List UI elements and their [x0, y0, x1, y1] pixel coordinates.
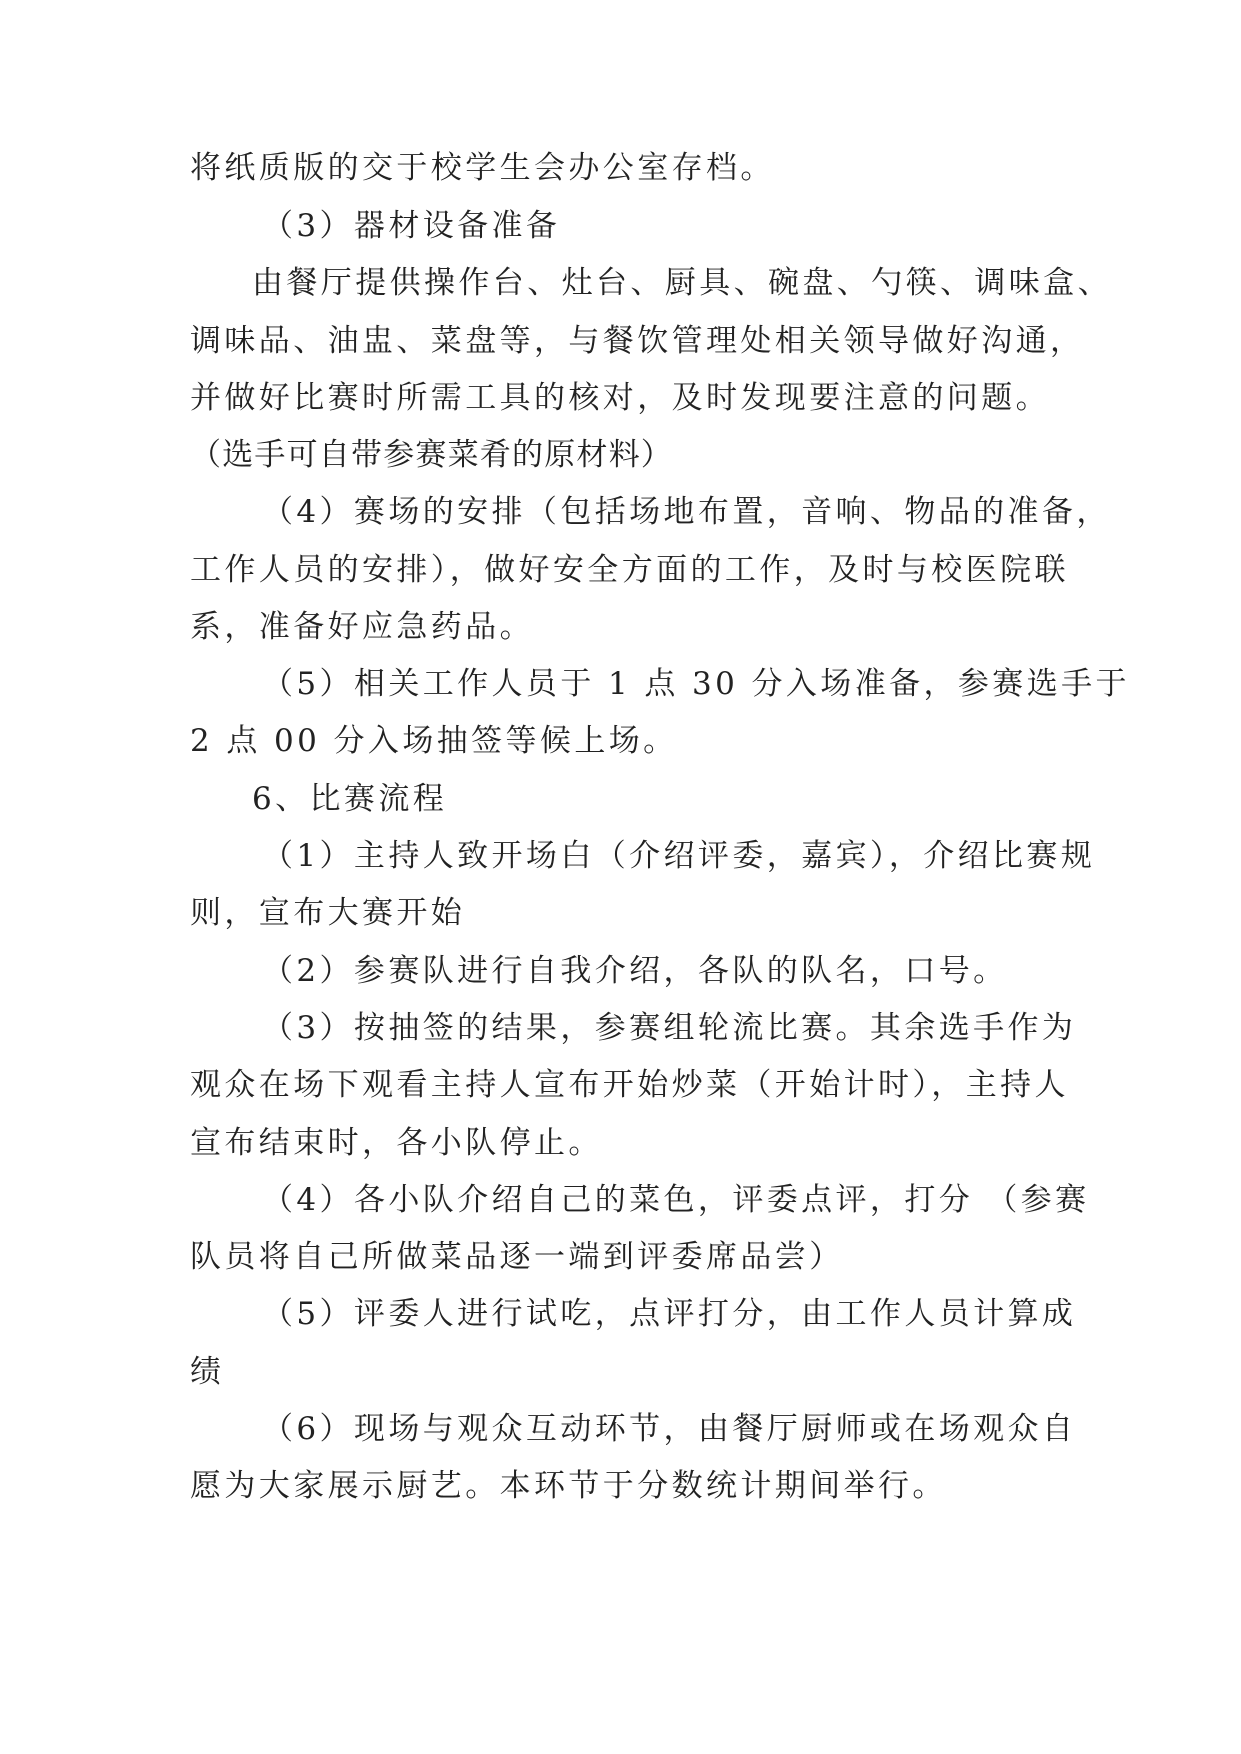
text-line-10: （5）相关工作人员于 1 点 30 分入场准备，参赛选手于 [262, 666, 1130, 702]
section-heading-equipment: （3）器材设备准备 [262, 208, 561, 244]
text-line-13: （1）主持人致开场白（介绍评委，嘉宾），介绍比赛规 [262, 838, 1096, 874]
text-line-18: 宣布结束时，各小队停止。 [190, 1125, 603, 1161]
text-line-17: 观众在场下观看主持人宣布开始炒菜（开始计时），主持人 [190, 1067, 1069, 1103]
text-line-15: （2）参赛队进行自我介绍，各队的队名，口号。 [262, 953, 1008, 989]
section-heading-competition-process: 6、比赛流程 [252, 781, 448, 817]
text-line-9: 系，准备好应急药品。 [190, 609, 534, 645]
text-line-23: （6）现场与观众互动环节，由餐厅厨师或在场观众自 [262, 1411, 1077, 1447]
text-line-4: 调味品、油盅、菜盘等，与餐饮管理处相关领导做好沟通， [190, 323, 1085, 359]
text-line-19: （4）各小队介绍自己的菜色，评委点评，打分 （参赛 [262, 1182, 1090, 1218]
text-line-20: 队员将自己所做菜品逐一端到评委席品尝） [190, 1239, 844, 1275]
text-line-11: 2 点 00 分入场抽签等候上场。 [190, 723, 678, 759]
text-line-1: 将纸质版的交于校学生会办公室存档。 [190, 150, 775, 186]
text-line-5: 并做好比赛时所需工具的核对，及时发现要注意的问题。 [190, 380, 1050, 416]
text-line-7: （4）赛场的安排（包括场地布置，音响、物品的准备， [262, 494, 1111, 530]
text-line-8: 工作人员的安排），做好安全方面的工作，及时与校医院联 [190, 552, 1069, 588]
text-line-24: 愿为大家展示厨艺。本环节于分数统计期间举行。 [190, 1468, 947, 1504]
text-line-16: （3）按抽签的结果，参赛组轮流比赛。其余选手作为 [262, 1010, 1077, 1046]
text-line-22: 绩 [190, 1354, 225, 1390]
text-line-3: 由餐厅提供操作台、灶台、厨具、碗盘、勺筷、调味盒、 [252, 265, 1112, 301]
text-line-6: （选手可自带参赛菜肴的原材料） [190, 437, 673, 473]
text-line-21: （5）评委人进行试吃，点评打分，由工作人员计算成 [262, 1296, 1077, 1332]
text-line-14: 则，宣布大赛开始 [190, 895, 466, 931]
